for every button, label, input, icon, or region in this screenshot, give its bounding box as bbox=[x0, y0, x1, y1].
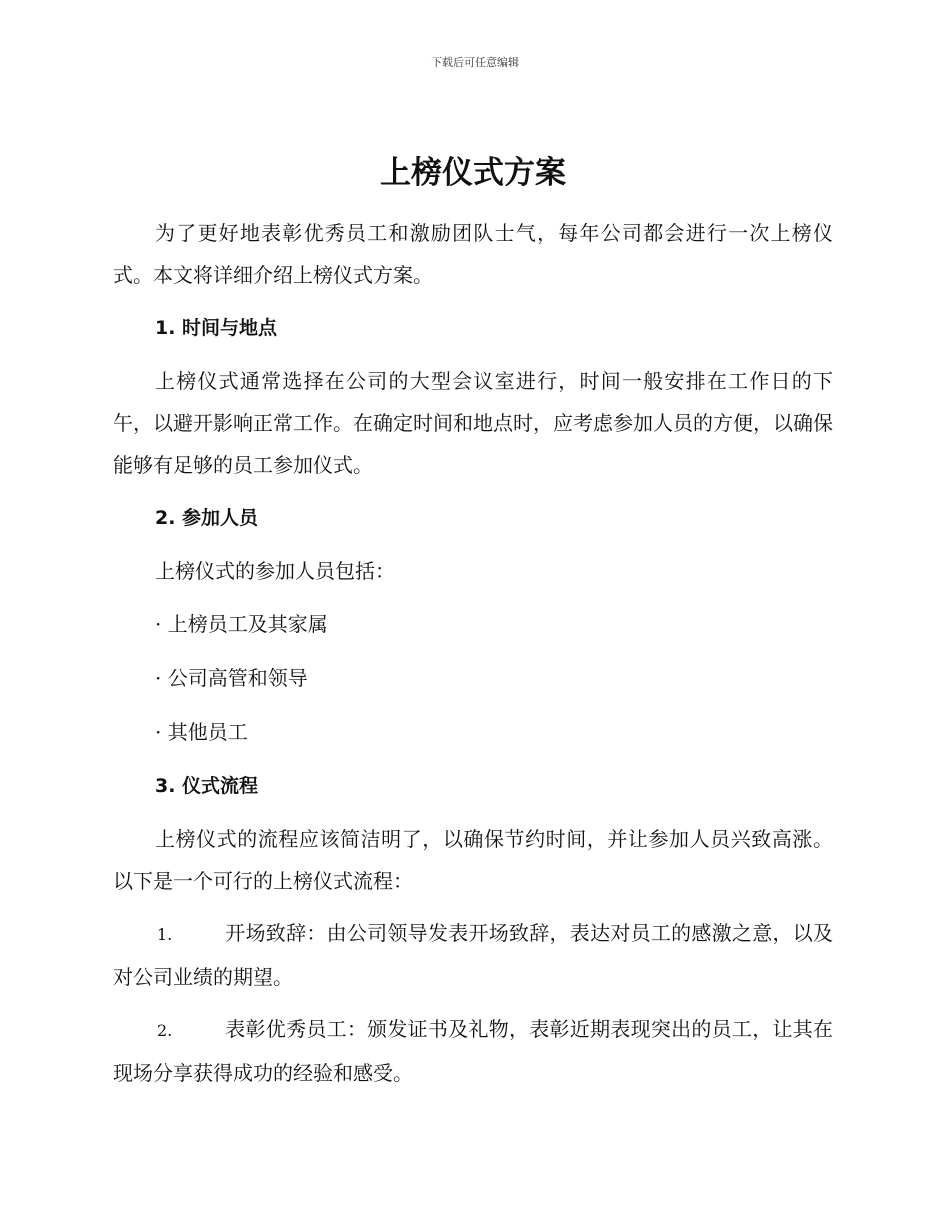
step-text: 开场致辞：由公司领导发表开场致辞，表达对员工的感激之意，以及对公司业绩的期望。 bbox=[113, 921, 833, 989]
intro-paragraph: 为了更好地表彰优秀员工和激励团队士气，每年公司都会进行一次上榜仪式。本文将详细介绍上榜仪式方案。 bbox=[113, 221, 833, 287]
step-number: 1. bbox=[157, 925, 173, 944]
section-heading-participants: 2. 参加人员 bbox=[155, 507, 259, 529]
numbered-step bbox=[113, 912, 833, 998]
list-item: · 其他员工 bbox=[155, 720, 248, 744]
list-item: · 公司高管和领导 bbox=[155, 666, 308, 690]
document-body bbox=[113, 148, 833, 1104]
header-note: 下载后可任意编辑 bbox=[431, 56, 519, 69]
section-heading-ceremony-flow: 3. 仪式流程 bbox=[155, 775, 259, 797]
document-title: 上榜仪式方案 bbox=[380, 155, 566, 191]
step-text: 表彰优秀员工：颁发证书及礼物，表彰近期表现突出的员工，让其在现场分享获得成功的经验和感受。 bbox=[113, 1017, 833, 1085]
section-paragraph-ceremony-flow: 上榜仪式的流程应该简洁明了，以确保节约时间，并让参加人员兴致高涨。以下是一个可行的上榜仪式流程： bbox=[113, 827, 833, 893]
section-heading-time-place: 1. 时间与地点 bbox=[155, 317, 278, 339]
list-item: · 上榜员工及其家属 bbox=[155, 612, 328, 636]
numbered-step bbox=[113, 1008, 833, 1094]
section-paragraph-participants: 上榜仪式的参加人员包括： bbox=[155, 559, 395, 583]
step-number: 2. bbox=[157, 1021, 173, 1040]
section-paragraph-time-place: 上榜仪式通常选择在公司的大型会议室进行，时间一般安排在工作日的下午，以避开影响正常工作。在确定时间和地点时，应考虑参加人员的方便，以确保能够有足够的员工参加仪式。 bbox=[113, 369, 833, 477]
